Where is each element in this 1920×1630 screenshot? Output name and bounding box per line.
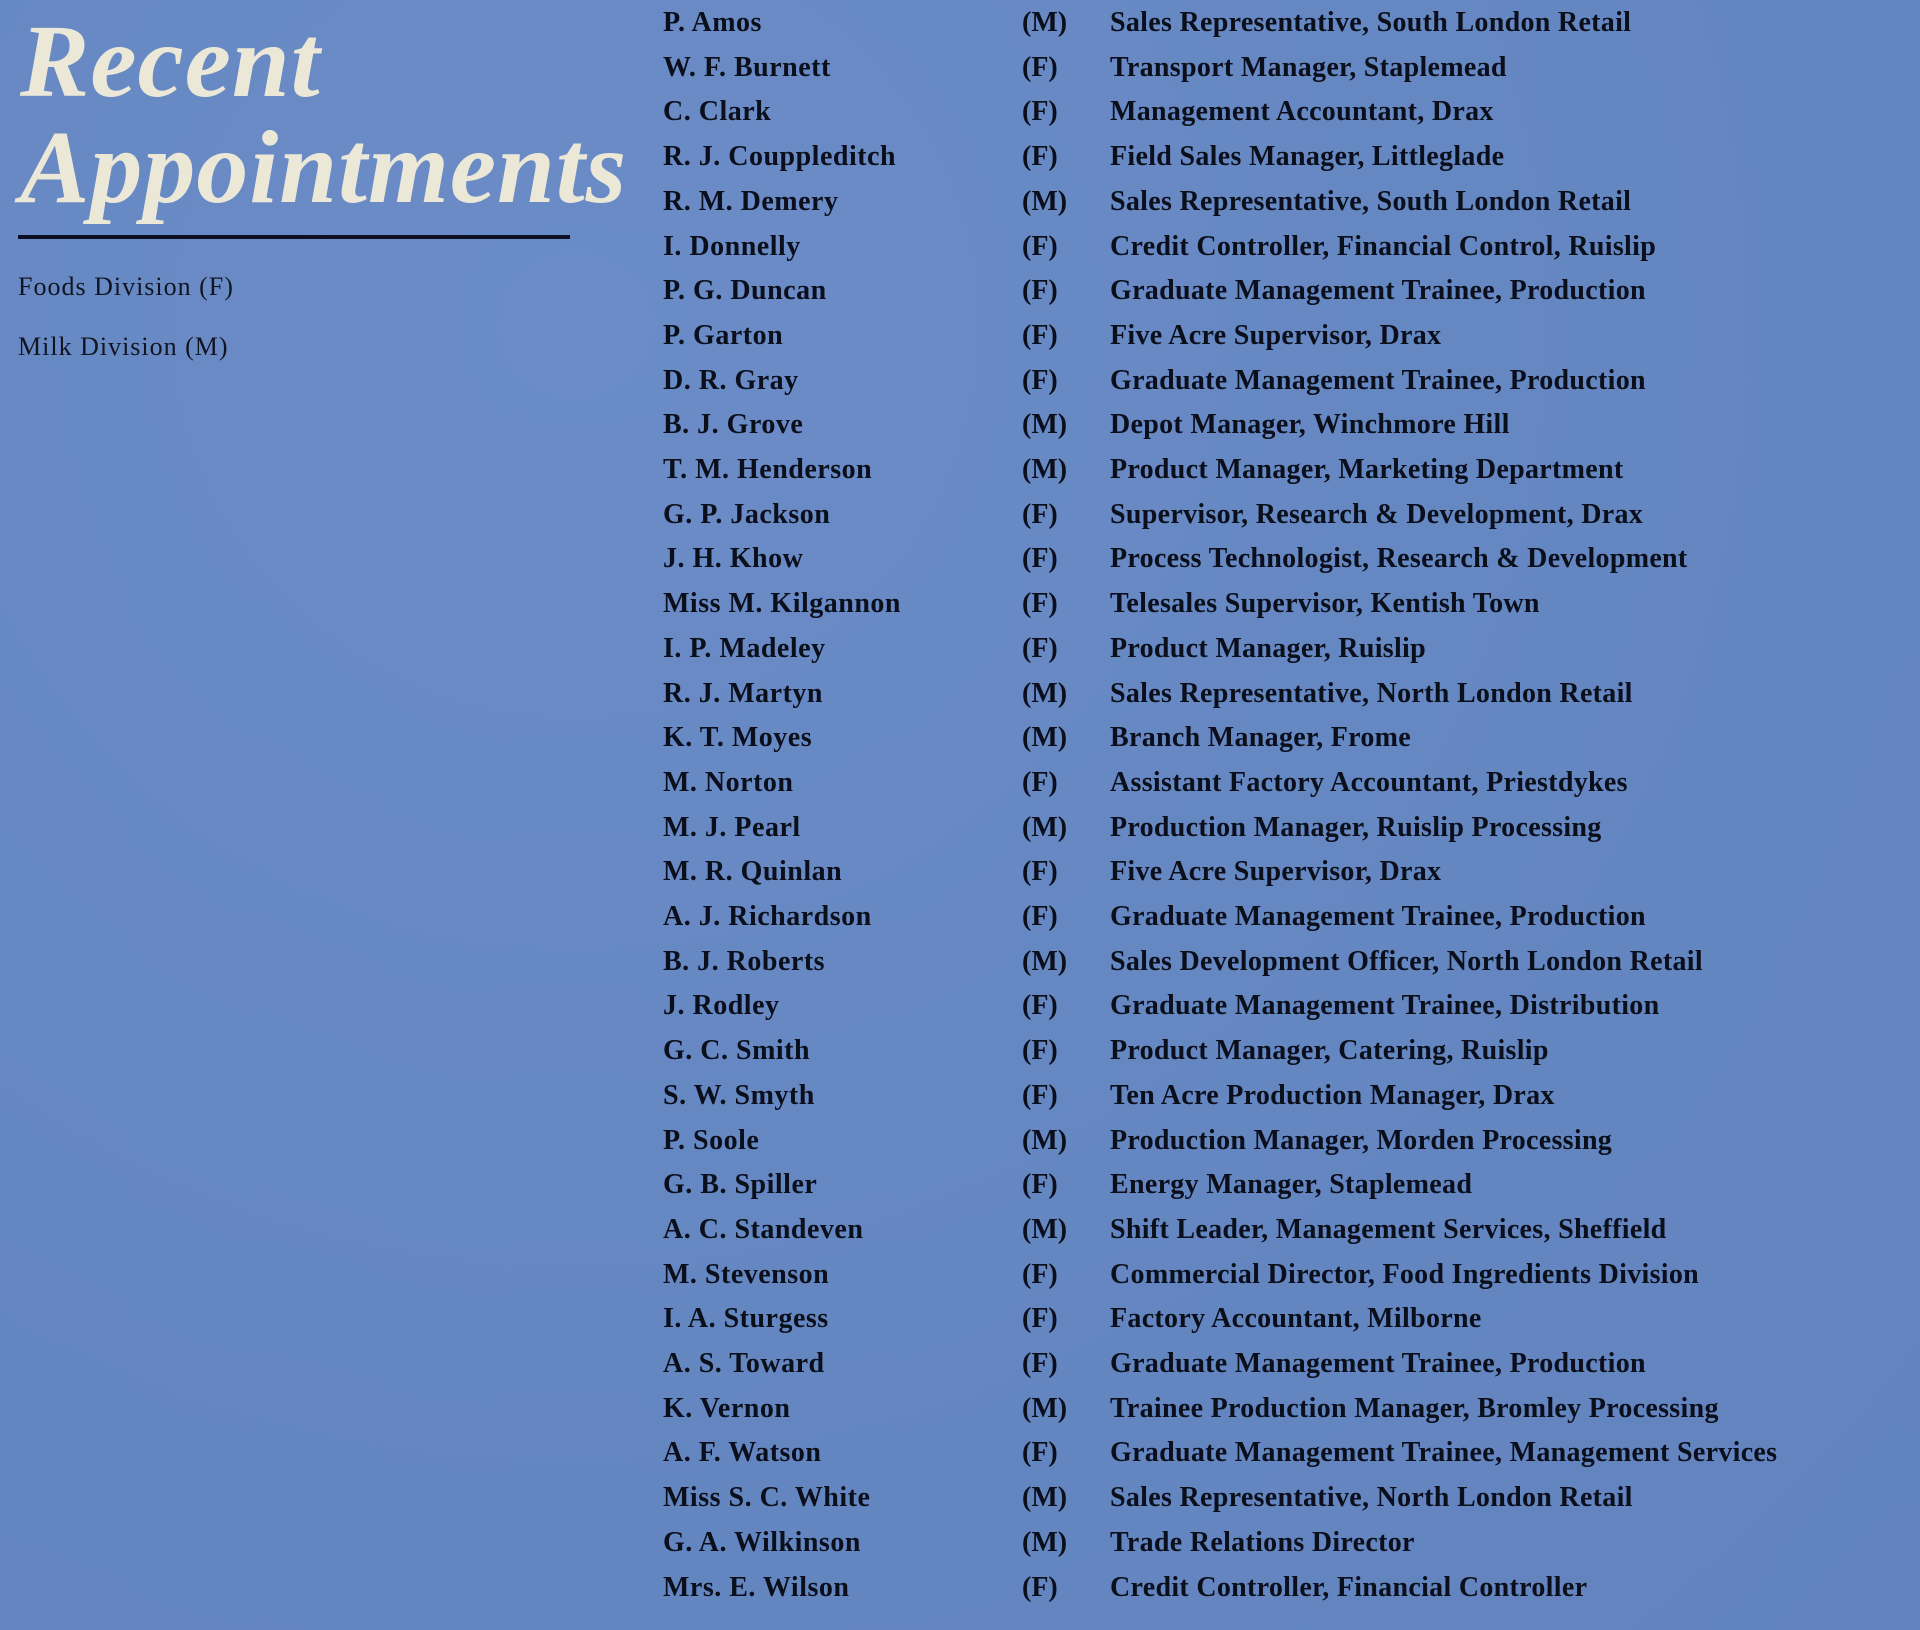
appointment-row (0, 1344, 1920, 1384)
division-code: (F) (1022, 275, 1058, 307)
appointment-role: Depot Manager, Winchmore Hill (1110, 409, 1510, 441)
appointment-row (0, 227, 1920, 267)
appointment-row (0, 1568, 1920, 1608)
appointment-row (0, 539, 1920, 579)
appointee-name: P. G. Duncan (663, 275, 827, 307)
appointment-role: Graduate Management Trainee, Production (1110, 275, 1646, 307)
division-code: (F) (1022, 96, 1058, 128)
division-code: (F) (1022, 1303, 1058, 1335)
appointment-role: Transport Manager, Staplemead (1110, 51, 1507, 83)
appointment-row (0, 718, 1920, 758)
division-code: (M) (1022, 1213, 1068, 1245)
appointment-row (0, 3, 1920, 43)
appointment-role: Sales Development Officer, North London Retail (1110, 945, 1703, 977)
division-code: (F) (1022, 1258, 1058, 1290)
appointment-role: Credit Controller, Financial Controller (1110, 1571, 1588, 1603)
appointment-role: Energy Manager, Staplemead (1110, 1169, 1473, 1201)
appointee-name: A. F. Watson (663, 1437, 822, 1469)
appointee-name: R. J. Couppleditch (663, 141, 897, 173)
appointment-role: Graduate Management Trainee, Distribution (1110, 990, 1660, 1022)
appointment-role: Field Sales Manager, Littleglade (1110, 141, 1505, 173)
appointment-row (0, 1389, 1920, 1429)
appointee-name: P. Amos (663, 7, 762, 38)
appointment-role: Sales Representative, North London Retail (1110, 1482, 1633, 1514)
division-code: (F) (1022, 141, 1058, 173)
appointee-name: K. Vernon (663, 1392, 791, 1424)
appointment-role: Trade Relations Director (1110, 1526, 1415, 1558)
appointment-role: Graduate Management Trainee, Production (1110, 901, 1646, 932)
appointee-name: Miss M. Kilgannon (663, 588, 901, 620)
appointment-role: Supervisor, Research & Development, Drax (1110, 498, 1644, 530)
appointment-role: Management Accountant, Drax (1110, 96, 1494, 128)
appointee-name: B. J. Roberts (663, 945, 826, 977)
division-code: (M) (1022, 722, 1068, 754)
division-code: (M) (1022, 677, 1068, 709)
appointment-row (0, 986, 1920, 1026)
appointment-role: Commercial Director, Food Ingredients Division (1110, 1258, 1700, 1290)
appointee-name: M. J. Pearl (663, 811, 801, 843)
appointment-role: Sales Representative, North London Retail (1110, 677, 1633, 709)
division-code: (F) (1022, 319, 1058, 351)
appointee-name: Mrs. E. Wilson (663, 1571, 850, 1603)
appointment-role: Graduate Management Trainee, Production (1110, 364, 1646, 396)
appointee-name: T. M. Henderson (663, 454, 873, 485)
appointee-name: P. Garton (663, 319, 784, 351)
appointment-row (0, 1076, 1920, 1116)
title-line-appointments: Appointments (20, 110, 628, 225)
appointee-name: S. W. Smyth (663, 1079, 815, 1111)
appointment-row (0, 361, 1920, 401)
appointment-row (0, 316, 1920, 356)
division-code: (M) (1022, 1392, 1068, 1424)
appointment-row (0, 92, 1920, 132)
division-code: (M) (1022, 409, 1068, 441)
division-code: (F) (1022, 51, 1058, 83)
appointment-role: Branch Manager, Frome (1110, 722, 1412, 754)
appointment-row (0, 852, 1920, 892)
appointee-name: I. A. Sturgess (663, 1303, 829, 1335)
appointment-row (0, 1031, 1920, 1071)
appointment-row (0, 629, 1920, 669)
division-code: (M) (1022, 1482, 1068, 1514)
appointment-row (0, 1210, 1920, 1250)
appointee-name: G. A. Wilkinson (663, 1526, 861, 1558)
appointment-role: Five Acre Supervisor, Drax (1110, 319, 1442, 351)
appointment-row (0, 495, 1920, 535)
division-code: (F) (1022, 1571, 1058, 1603)
appointment-row (0, 674, 1920, 714)
appointment-row (0, 584, 1920, 624)
appointment-role: Shift Leader, Management Services, Sheffield (1110, 1213, 1667, 1245)
legend-milk-division: Milk Division (M) (18, 332, 229, 361)
division-code: (M) (1022, 7, 1068, 38)
appointment-role: Telesales Supervisor, Kentish Town (1110, 588, 1540, 620)
division-code: (F) (1022, 632, 1058, 664)
appointee-name: R. M. Demery (663, 185, 839, 217)
appointee-name: W. F. Burnett (663, 51, 831, 83)
appointment-role: Trainee Production Manager, Bromley Processing (1110, 1392, 1719, 1424)
division-code: (M) (1022, 811, 1068, 843)
appointment-role: Assistant Factory Accountant, Priestdykes (1110, 766, 1628, 798)
appointee-name: C. Clark (663, 96, 772, 128)
division-code: (F) (1022, 990, 1058, 1022)
appointee-name: D. R. Gray (663, 364, 799, 396)
appointee-name: J. H. Khow (663, 543, 804, 575)
appointment-role: Factory Accountant, Milborne (1110, 1303, 1482, 1335)
appointee-name: Miss S. C. White (663, 1482, 871, 1514)
division-code: (M) (1022, 454, 1068, 485)
appointment-row (0, 1165, 1920, 1205)
appointment-row (0, 182, 1920, 222)
appointee-name: I. Donnelly (663, 230, 801, 262)
appointee-name: G. B. Spiller (663, 1169, 818, 1201)
appointment-row (0, 450, 1920, 490)
appointment-role: Sales Representative, South London Retail (1110, 185, 1632, 217)
appointment-row (0, 137, 1920, 177)
appointment-row (0, 1121, 1920, 1161)
division-code: (F) (1022, 498, 1058, 530)
appointee-name: K. T. Moyes (663, 722, 813, 754)
division-code: (F) (1022, 1437, 1058, 1469)
appointee-name: I. P. Madeley (663, 632, 826, 664)
appointee-name: G. P. Jackson (663, 498, 831, 530)
appointment-role: Product Manager, Catering, Ruislip (1110, 1035, 1549, 1067)
appointment-row (0, 942, 1920, 982)
division-code: (F) (1022, 1079, 1058, 1111)
appointment-role: Graduate Management Trainee, Production (1110, 1348, 1646, 1379)
appointee-name: G. C. Smith (663, 1035, 811, 1067)
appointee-name: M. R. Quinlan (663, 856, 843, 888)
division-code: (F) (1022, 230, 1058, 262)
appointment-role: Production Manager, Ruislip Processing (1110, 811, 1602, 843)
title-line-recent: Recent (20, 4, 321, 119)
division-code: (M) (1022, 185, 1068, 217)
appointee-name: A. S. Toward (663, 1348, 825, 1379)
division-code: (F) (1022, 1169, 1058, 1201)
division-code: (M) (1022, 945, 1068, 977)
appointment-row (0, 405, 1920, 445)
appointment-role: Sales Representative, South London Retail (1110, 7, 1632, 38)
appointee-name: B. J. Grove (663, 409, 804, 441)
appointment-role: Product Manager, Marketing Department (1110, 454, 1624, 485)
appointee-name: M. Norton (663, 766, 794, 798)
division-code: (F) (1022, 1035, 1058, 1067)
appointment-row (0, 763, 1920, 803)
appointee-name: R. J. Martyn (663, 677, 823, 709)
appointment-role: Process Technologist, Research & Development (1110, 543, 1688, 575)
appointment-role: Product Manager, Ruislip (1110, 632, 1427, 664)
division-code: (F) (1022, 1348, 1058, 1379)
appointment-row (0, 1478, 1920, 1518)
appointment-role: Credit Controller, Financial Control, Ruislip (1110, 230, 1657, 262)
division-code: (M) (1022, 1124, 1068, 1156)
appointment-row (0, 1523, 1920, 1563)
appointee-name: A. C. Standeven (663, 1213, 864, 1245)
division-code: (F) (1022, 588, 1058, 620)
division-code: (F) (1022, 364, 1058, 396)
appointment-row (0, 1433, 1920, 1473)
appointee-name: J. Rodley (663, 990, 780, 1022)
division-code: (F) (1022, 856, 1058, 888)
division-code: (F) (1022, 766, 1058, 798)
division-code: (F) (1022, 901, 1058, 932)
appointment-role: Graduate Management Trainee, Management Services (1110, 1437, 1778, 1469)
legend-foods-division: Foods Division (F) (18, 272, 234, 301)
appointment-role: Production Manager, Morden Processing (1110, 1124, 1613, 1156)
appointment-row (0, 271, 1920, 311)
appointment-row (0, 48, 1920, 88)
appointment-row (0, 1299, 1920, 1339)
division-code: (M) (1022, 1526, 1068, 1558)
division-code: (F) (1022, 543, 1058, 575)
appointee-name: P. Soole (663, 1124, 760, 1156)
appointee-name: M. Stevenson (663, 1258, 830, 1290)
appointment-row (0, 897, 1920, 937)
appointment-row (0, 1255, 1920, 1295)
appointment-role: Five Acre Supervisor, Drax (1110, 856, 1442, 888)
appointment-role: Ten Acre Production Manager, Drax (1110, 1079, 1555, 1111)
appointee-name: A. J. Richardson (663, 901, 872, 932)
appointment-row (0, 808, 1920, 848)
